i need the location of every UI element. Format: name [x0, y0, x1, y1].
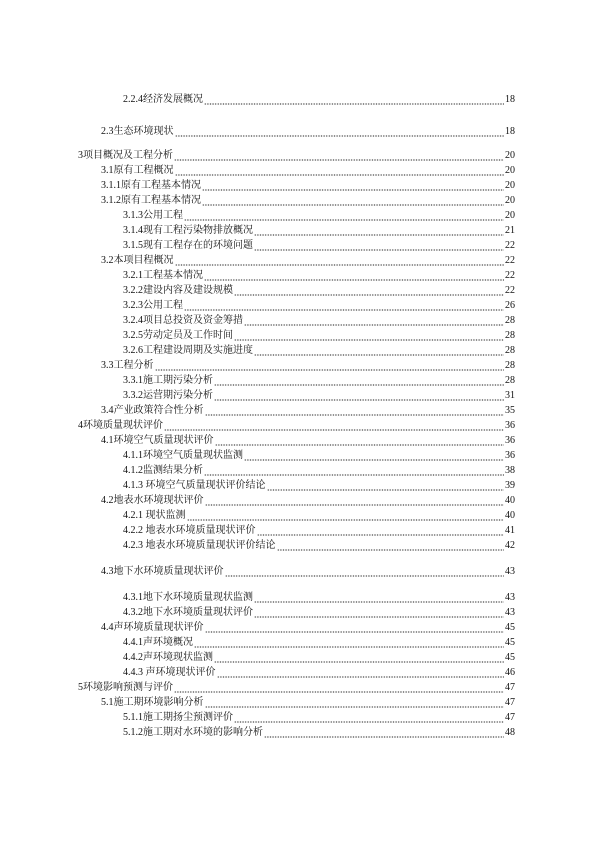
- toc-leader-dots: [254, 345, 504, 357]
- toc-leader-dots: [267, 480, 505, 492]
- toc-leader-dots: [254, 240, 504, 252]
- toc-leader-dots: [184, 300, 504, 312]
- toc-entry-page-number: 20: [505, 150, 515, 161]
- toc-entry[interactable]: [101, 253, 515, 267]
- toc-entry-page-number: 45: [505, 637, 515, 648]
- toc-entry-page-number: 21: [505, 225, 515, 236]
- toc-entry-page-number: 42: [505, 540, 515, 551]
- toc-leader-dots: [174, 682, 504, 694]
- toc-entry[interactable]: [78, 148, 515, 162]
- toc-entry-title: 4.2地表水环境现状评价: [101, 495, 204, 506]
- toc-entry[interactable]: [78, 418, 515, 432]
- toc-entry-title: 3.1.3公用工程: [123, 210, 183, 221]
- toc-entry-page-number: 20: [505, 195, 515, 206]
- toc-leader-dots: [234, 712, 504, 724]
- toc-entry-title: 4.3.1地下水环境质量现状监测: [123, 592, 253, 603]
- toc-leader-dots: [184, 210, 504, 222]
- toc-entry[interactable]: [123, 508, 515, 522]
- toc-entry-title: 3.1原有工程概况: [101, 165, 174, 176]
- toc-leader-dots: [215, 435, 505, 447]
- toc-entry-page-number: 35: [505, 405, 515, 416]
- toc-entry-page-number: 22: [505, 240, 515, 251]
- toc-entry-page-number: 45: [505, 652, 515, 663]
- toc-leader-dots: [234, 330, 504, 342]
- toc-entry-title: 4.3地下水环境质量现状评价: [101, 566, 224, 577]
- toc-entry-page-number: 47: [505, 697, 515, 708]
- toc-leader-dots: [205, 622, 505, 634]
- toc-leader-dots: [202, 180, 504, 192]
- toc-entry[interactable]: [101, 193, 515, 207]
- toc-leader-dots: [205, 495, 505, 507]
- toc-entry-page-number: 43: [505, 592, 515, 603]
- toc-entry-page-number: 40: [505, 495, 515, 506]
- toc-leader-dots: [174, 150, 504, 162]
- toc-entry-page-number: 28: [505, 360, 515, 371]
- toc-entry-page-number: 47: [505, 712, 515, 723]
- toc-entry[interactable]: [123, 328, 515, 342]
- toc-entry-page-number: 43: [505, 566, 515, 577]
- toc-entry-page-number: 47: [505, 682, 515, 693]
- toc-entry[interactable]: [101, 403, 515, 417]
- toc-leader-dots: [264, 727, 504, 739]
- toc-entry[interactable]: [123, 283, 515, 297]
- toc-entry[interactable]: [101, 178, 515, 192]
- toc-entry-title: 3.4产业政策符合性分析: [101, 405, 204, 416]
- toc-entry[interactable]: [123, 448, 515, 462]
- toc-entry[interactable]: [123, 463, 515, 477]
- toc-entry[interactable]: [123, 725, 515, 739]
- toc-entry-title: 3.1.1原有工程基本情况: [101, 180, 201, 191]
- toc-entry-title: 3.2本项目程概况: [101, 255, 174, 266]
- toc-entry-title: 3.1.2原有工程基本情况: [101, 195, 201, 206]
- toc-entry-page-number: 36: [505, 450, 515, 461]
- toc-entry[interactable]: [101, 493, 515, 507]
- toc-leader-dots: [175, 255, 505, 267]
- toc-entry[interactable]: [123, 635, 515, 649]
- toc-entry-page-number: 26: [505, 300, 515, 311]
- toc-entry-title: 4.4声环境质量现状评价: [101, 622, 204, 633]
- toc-entry-page-number: 31: [505, 390, 515, 401]
- toc-entry[interactable]: [123, 590, 515, 604]
- toc-entry-title: 4.1.3 环境空气质量现状评价结论: [123, 480, 266, 491]
- toc-entry[interactable]: [101, 124, 515, 138]
- toc-entry[interactable]: [101, 163, 515, 177]
- toc-entry-title: 4.4.1声环境概况: [123, 637, 193, 648]
- toc-entry-page-number: 40: [505, 510, 515, 521]
- toc-entry-page-number: 36: [505, 420, 515, 431]
- toc-entry-title: 4.1环境空气质量现状评价: [101, 435, 214, 446]
- toc-entry-page-number: 28: [505, 330, 515, 341]
- toc-entry[interactable]: [123, 665, 515, 679]
- toc-leader-dots: [225, 566, 505, 578]
- toc-entry-title: 2.3生态环境现状: [101, 126, 174, 137]
- toc-entry-page-number: 22: [505, 270, 515, 281]
- toc-entry-title: 3.2.6工程建设周期及实施进度: [123, 345, 253, 356]
- toc-entry-title: 4.1.2监测结果分析: [123, 465, 203, 476]
- toc-entry[interactable]: [123, 388, 515, 402]
- toc-entry-page-number: 18: [505, 94, 515, 105]
- toc-entry[interactable]: [123, 238, 515, 252]
- toc-entry[interactable]: [101, 620, 515, 634]
- toc-entry-page-number: 28: [505, 375, 515, 386]
- toc-entry-page-number: 46: [505, 667, 515, 678]
- toc-entry-page-number: 22: [505, 255, 515, 266]
- toc-entry[interactable]: [123, 373, 515, 387]
- toc-entry-page-number: 18: [505, 126, 515, 137]
- toc-entry-title: 3.1.4现有工程污染物排放概况: [123, 225, 253, 236]
- toc-entry-title: 4.4.3 声环境现状评价: [123, 667, 216, 678]
- toc-entry[interactable]: [101, 433, 515, 447]
- toc-entry-page-number: 38: [505, 465, 515, 476]
- toc-entry-page-number: 20: [505, 180, 515, 191]
- toc-entry-page-number: 43: [505, 607, 515, 618]
- toc-entry-page-number: 28: [505, 315, 515, 326]
- toc-entry[interactable]: [123, 343, 515, 357]
- toc-leader-dots: [202, 195, 504, 207]
- toc-entry-title: 3.3.2运营期污染分析: [123, 390, 213, 401]
- toc-leader-dots: [205, 405, 505, 417]
- toc-entry-page-number: 22: [505, 285, 515, 296]
- toc-leader-dots: [214, 390, 504, 402]
- toc-leader-dots: [187, 510, 505, 522]
- toc-leader-dots: [254, 592, 504, 604]
- toc-entry[interactable]: [123, 650, 515, 664]
- toc-leader-dots: [254, 225, 504, 237]
- toc-leader-dots: [244, 450, 504, 462]
- toc-entry-title: 3.2.3公用工程: [123, 300, 183, 311]
- toc-leader-dots: [277, 540, 505, 552]
- toc-entry-title: 4.1.1环境空气质量现状监测: [123, 450, 243, 461]
- toc-entry[interactable]: [78, 680, 515, 694]
- toc-entry[interactable]: [123, 710, 515, 724]
- toc-entry-title: 5.1施工期环境影响分析: [101, 697, 204, 708]
- toc-entry-title: 5.1.2施工期对水环境的影响分析: [123, 727, 263, 738]
- toc-entry[interactable]: [101, 358, 515, 372]
- toc-leader-dots: [194, 637, 504, 649]
- toc-entry-title: 3.3工程分析: [101, 360, 154, 371]
- toc-entry[interactable]: [123, 298, 515, 312]
- toc-entry-title: 3.2.4项目总投资及资金筹措: [123, 315, 243, 326]
- toc-entry-title: 3.2.1工程基本情况: [123, 270, 203, 281]
- toc-entry-title: 5.1.1施工期扬尘预测评价: [123, 712, 233, 723]
- toc-leader-dots: [204, 270, 504, 282]
- toc-entry-title: 4.2.2 地表水环境质量现状评价: [123, 525, 256, 536]
- toc-leader-dots: [254, 607, 504, 619]
- toc-leader-dots: [175, 165, 505, 177]
- toc-leader-dots: [205, 697, 505, 709]
- toc-leader-dots: [257, 525, 505, 537]
- toc-entry-title: 4.2.3 地表水环境质量现状评价结论: [123, 540, 276, 551]
- toc-entry[interactable]: [101, 695, 515, 709]
- toc-entry-page-number: 45: [505, 622, 515, 633]
- toc-entry[interactable]: [101, 564, 515, 578]
- toc-entry[interactable]: [123, 223, 515, 237]
- toc-entry-page-number: 20: [505, 165, 515, 176]
- toc-entry[interactable]: [123, 478, 515, 492]
- toc-entry[interactable]: [123, 92, 515, 106]
- toc-entry[interactable]: [123, 313, 515, 327]
- toc-leader-dots: [155, 360, 505, 372]
- toc-entry-page-number: 48: [505, 727, 515, 738]
- toc-entry-title: 3.2.5劳动定员及工作时间: [123, 330, 233, 341]
- toc-entry-title: 4.4.2声环境现状监测: [123, 652, 213, 663]
- toc-entry[interactable]: [123, 538, 515, 552]
- toc-entry-title: 3项目概况及工程分析: [78, 150, 173, 161]
- toc-leader-dots: [164, 420, 504, 432]
- toc-leader-dots: [214, 375, 504, 387]
- toc-leader-dots: [234, 285, 504, 297]
- toc-entry-title: 3.3.1施工期污染分析: [123, 375, 213, 386]
- toc-entry-page-number: 41: [505, 525, 515, 536]
- toc-leader-dots: [175, 126, 505, 138]
- toc-entry-page-number: 36: [505, 435, 515, 446]
- toc-entry[interactable]: [123, 268, 515, 282]
- toc-entry-title: 3.2.2建设内容及建设规模: [123, 285, 233, 296]
- toc-entry-title: 5环境影响预测与评价: [78, 682, 173, 693]
- toc-entry-title: 2.2.4经济发展概况: [123, 94, 203, 105]
- toc-entry[interactable]: [123, 208, 515, 222]
- toc-leader-dots: [214, 652, 504, 664]
- toc-entry[interactable]: [123, 523, 515, 537]
- toc-entry-page-number: 39: [505, 480, 515, 491]
- toc-entry-title: 4.2.1 现状监测: [123, 510, 186, 521]
- toc-entry-title: 4.3.2地下水环境质量现状评价: [123, 607, 253, 618]
- toc-leader-dots: [204, 465, 504, 477]
- toc-entry-title: 4环境质量现状评价: [78, 420, 163, 431]
- toc-leader-dots: [217, 667, 505, 679]
- toc-entry-title: 3.1.5现有工程存在的环境问题: [123, 240, 253, 251]
- toc-entry-page-number: 20: [505, 210, 515, 221]
- toc-entry[interactable]: [123, 605, 515, 619]
- toc-leader-dots: [244, 315, 504, 327]
- toc-entry-page-number: 28: [505, 345, 515, 356]
- toc-leader-dots: [204, 94, 504, 106]
